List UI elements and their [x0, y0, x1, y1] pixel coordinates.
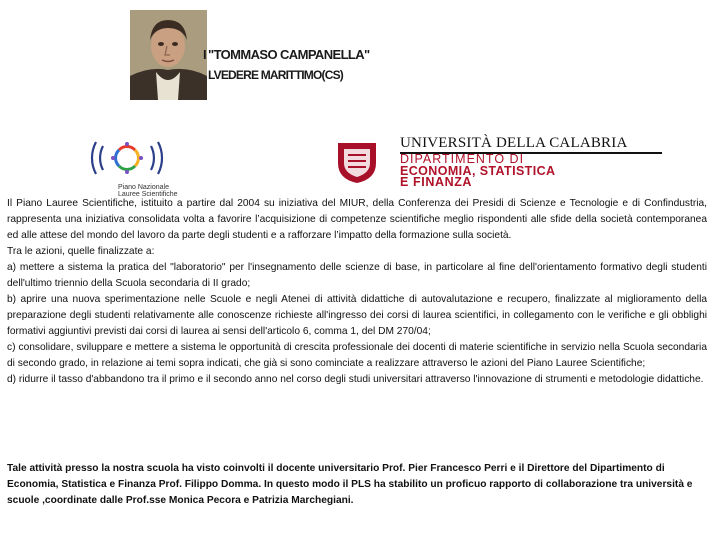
action-d: d) ridurre il tasso d'abbandono tra il primo e il secondo anno nel corso degli studi universitari attraverso l'innovazione di strumenti e metodologie didattiche. — [7, 374, 704, 385]
action-a: a) mettere a sistema la pratica del "laboratorio" per l'insegnamento delle scienze di base, in particolare al fine dell'orientamento formativo degli studenti dell'ultimo triennio della Scuola secondaria di II grado; — [7, 262, 707, 289]
unical-department-line3: E FINANZA — [400, 175, 473, 189]
intro-paragraph: Il Piano Lauree Scientifiche, istituito a partire dal 2004 su iniziativa del MIUR, della Conferenza dei Presidi di Scienze e Tecnologie e di Confindustria, rappresenta una iniziativa consolidata volta a favorire l’acquisizione di competenze scientifiche meglio rispondenti alle sfide della società contemporanea ed alle attese del mondo del lavoro da parte degli studenti e a rafforzare l’impatto della formazione sulla società. — [7, 198, 707, 241]
action-c: c) consolidare, sviluppare e mettere a sistema le opportunità di crescita professionale dei docenti di materie scientifiche in servizio nella Scuola secondaria di secondo grado, in relazione ai temi sopra indicati, che già si sono cominciate a realizzare attraverso le azioni del Piano Lauree Scientifiche; — [7, 342, 707, 369]
actions-heading: Tra le azioni, quelle finalizzate a: — [7, 246, 155, 257]
school-title-fragment: I — [203, 47, 207, 62]
closing-paragraph: Tale attività presso la nostra scuola ha visto coinvolti il docente universitario Prof. Pier Francesco Perri e il Direttore del Dipartimento di Economia, Statistica e Finanza Prof. Filippo Domma. In questo modo il PLS ha stabilito un proficuo rapporto di collaborazione tra università e scuole ,coordinate dalle Prof.sse Monica Pecora e Patrizia Marchegiani. — [7, 463, 693, 506]
unical-university-name: UNIVERSITÀ DELLA CALABRIA — [400, 135, 628, 151]
unical-department-logo — [332, 133, 676, 189]
unical-seal-icon — [334, 137, 380, 185]
unical-department-line2: ECONOMIA, STATISTICA — [400, 164, 556, 178]
school-location: LVEDERE MARITTIMO(CS) — [208, 68, 343, 82]
action-b: b) aprire una nuova sperimentazione nelle Scuole e negli Atenei di attività didattiche di autovalutazione e recupero, finalizzate al miglioramento della preparazione degli studenti relativamente alle conoscenze richieste all'ingresso dei corsi di laurea scientifici, in collegamento con le verifiche e gli obblighi formativi aggiuntivi previsti dai corsi di laurea ai sensi dell'articolo 6, comma 1, del DM 270/04; — [7, 294, 707, 337]
campanella-portrait — [130, 10, 207, 100]
school-title: "TOMMASO CAMPANELLA" — [208, 47, 370, 62]
pls-caption-line1: Piano Nazionale — [118, 184, 169, 191]
pls-caption-line2: Lauree Scientifiche — [118, 191, 178, 198]
unical-department-line1: DIPARTIMENTO DI — [400, 152, 525, 166]
body-text — [7, 196, 707, 388]
